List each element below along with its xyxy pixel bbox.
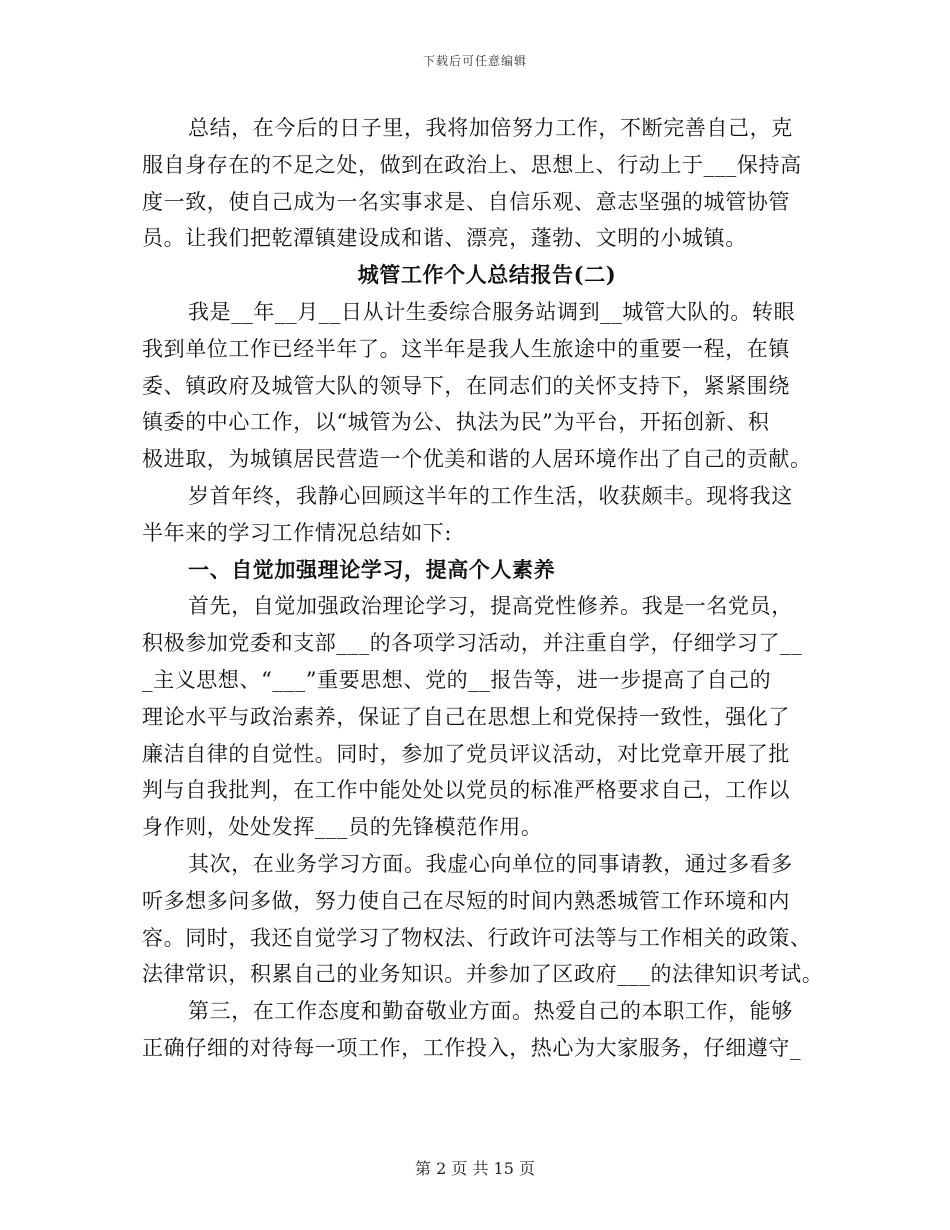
paragraph-line: 极进取，为城镇居民营造一个优美和谐的人居环境作出了自己的贡献。: [142, 447, 812, 472]
paragraph-line: 我是__年__月__日从计生委综合服务站调到__城管大队的。转眼: [188, 299, 796, 324]
paragraph-line: 第三，在工作态度和勤奋敬业方面。热爱自己的本职工作，能够: [188, 999, 793, 1024]
paragraph-line: 镇委的中心工作，以“城管为公、执法为民”为平台，开拓创新、积: [142, 410, 770, 435]
paragraph-line: _主义思想、“___”重要思想、党的__报告等，进一步提高了自己的: [142, 667, 772, 692]
paragraph-line: 积极参加党委和支部___的各项学习活动，并注重自学，仔细学习了__: [142, 631, 803, 656]
paragraph-line: 度一致，使自己成为一名实事求是、自信乐观、意志坚强的城管协管: [142, 189, 790, 214]
paragraph-line: 判与自我批判，在工作中能处处以党员的标准严格要求自己，工作以: [142, 778, 790, 803]
document-body: [142, 110, 822, 1067]
subsection-heading: 一、自觉加强理论学习，提高个人素养: [188, 556, 556, 582]
paragraph-line: 我到单位工作已经半年了。这半年是我人生旅途中的重要一程，在镇: [142, 336, 790, 361]
paragraph-line: 其次，在业务学习方面。我虚心向单位的同事请教，通过多看多: [188, 851, 793, 876]
paragraph-line: 容。同时，我还自觉学习了物权法、行政许可法等与工作相关的政策、: [142, 925, 812, 950]
paragraph-line: 正确仔细的对待每一项工作，工作投入，热心为大家服务，仔细遵守_: [142, 1035, 802, 1060]
paragraph-line: 员。让我们把乾潭镇建设成和谐、漂亮，蓬勃、文明的小城镇。: [142, 226, 747, 251]
page-header-note: 下载后可任意编辑: [422, 54, 527, 68]
page-number: 第 2 页 共 15 页: [415, 1159, 535, 1178]
paragraph-line: 身作则，处处发挥___员的先锋模范作用。: [142, 815, 543, 840]
paragraph-line: 委、镇政府及城管大队的领导下，在同志们的关怀支持下，紧紧围绕: [142, 373, 790, 398]
paragraph-line: 法律常识，积累自己的业务知识。并参加了区政府___的法律知识考试。: [142, 962, 824, 987]
paragraph-line: 首先，自觉加强政治理论学习，提高党性修养。我是一名党员，: [188, 594, 793, 619]
paragraph-line: 听多想多问多做，努力使自己在尽短的时间内熟悉城管工作环境和内: [142, 888, 790, 913]
paragraph-line: 半年来的学习工作情况总结如下:: [142, 520, 453, 545]
paragraph-line: 廉洁自律的自觉性。同时，参加了党员评议活动，对比党章开展了批: [142, 741, 790, 766]
section-title: 城管工作个人总结报告(二): [357, 262, 617, 288]
paragraph-line: 服自身存在的不足之处，做到在政治上、思想上、行动上于___保持高: [142, 152, 802, 177]
paragraph-line: 理论水平与政治素养，保证了自己在思想上和党保持一致性，强化了: [142, 704, 790, 729]
paragraph-line: 岁首年终，我静心回顾这半年的工作生活，收获颇丰。现将我这: [188, 483, 793, 508]
paragraph-line: 总结，在今后的日子里，我将加倍努力工作，不断完善自己，克: [188, 116, 793, 140]
